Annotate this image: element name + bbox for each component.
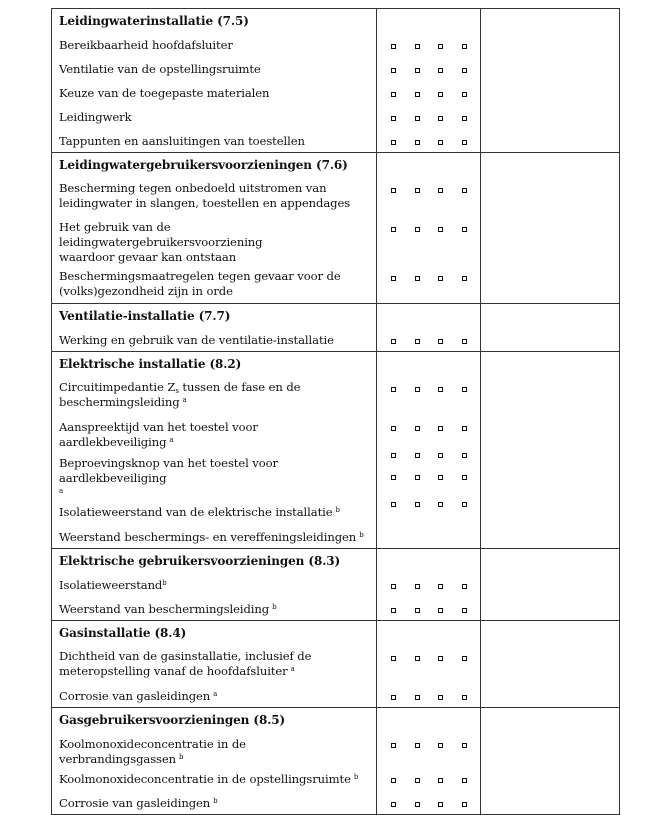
checkbox[interactable] bbox=[415, 140, 420, 145]
checkbox[interactable] bbox=[462, 453, 467, 458]
checklist-row bbox=[52, 129, 620, 153]
checkbox[interactable] bbox=[462, 92, 467, 97]
checkbox[interactable] bbox=[415, 426, 420, 431]
checkbox[interactable] bbox=[438, 802, 443, 807]
checklist-row bbox=[52, 105, 620, 129]
item-label: Bereikbaarheid hoofdafsluiter bbox=[52, 33, 377, 57]
checkbox[interactable] bbox=[438, 276, 443, 281]
checkbox[interactable] bbox=[415, 92, 420, 97]
section-title: Elektrische gebruikersvoorzieningen (8.3) bbox=[52, 549, 377, 573]
item-label: Circuitimpedantie $Z_s$ tussen de fase en de beschermingsleiding $^a$ bbox=[52, 376, 377, 415]
section-title: Leidingwaterinstallatie (7.5) bbox=[52, 9, 377, 33]
checkbox[interactable] bbox=[391, 227, 396, 232]
checklist-row bbox=[52, 525, 620, 549]
checkbox[interactable] bbox=[391, 92, 396, 97]
checkbox[interactable] bbox=[415, 656, 420, 661]
checkbox-group bbox=[391, 502, 467, 507]
checkbox-group bbox=[391, 453, 467, 458]
section-title: Gasgebruikersvoorzieningen (8.5) bbox=[52, 708, 377, 732]
checkbox-group bbox=[391, 743, 467, 748]
checkbox[interactable] bbox=[438, 475, 443, 480]
checkbox[interactable] bbox=[438, 227, 443, 232]
checkbox[interactable] bbox=[391, 743, 396, 748]
checkbox[interactable] bbox=[415, 502, 420, 507]
item-label: Leidingwerk bbox=[52, 105, 377, 129]
item-label: Beschermingsmaatregelen tegen gevaar voor de (volks)gezondheid zijn in orde bbox=[52, 265, 377, 304]
checklist-row bbox=[52, 216, 620, 265]
checklist-row bbox=[52, 597, 620, 621]
checkbox[interactable] bbox=[415, 453, 420, 458]
checkbox[interactable] bbox=[391, 44, 396, 49]
checklist-row bbox=[52, 415, 620, 450]
checklist-row bbox=[52, 767, 620, 791]
checkbox-group bbox=[391, 68, 467, 73]
checkbox[interactable] bbox=[415, 188, 420, 193]
checkbox[interactable] bbox=[438, 140, 443, 145]
checkbox[interactable] bbox=[462, 339, 467, 344]
checkbox[interactable] bbox=[438, 695, 443, 700]
checkbox[interactable] bbox=[438, 188, 443, 193]
checkbox-group bbox=[391, 116, 467, 121]
checklist-row bbox=[52, 177, 620, 216]
checkbox[interactable] bbox=[438, 743, 443, 748]
item-label: Isolatieweerstand van de elektrische installatie $^b$ bbox=[52, 501, 377, 525]
checkbox[interactable] bbox=[415, 68, 420, 73]
checkbox[interactable] bbox=[462, 656, 467, 661]
checkbox[interactable] bbox=[391, 475, 396, 480]
checkbox[interactable] bbox=[438, 584, 443, 589]
checkbox[interactable] bbox=[438, 778, 443, 783]
checklist-row bbox=[52, 732, 620, 767]
checkbox[interactable] bbox=[415, 743, 420, 748]
checkbox[interactable] bbox=[415, 276, 420, 281]
checkbox[interactable] bbox=[438, 453, 443, 458]
checkbox[interactable] bbox=[391, 426, 396, 431]
checkbox[interactable] bbox=[438, 608, 443, 613]
checkbox[interactable] bbox=[462, 584, 467, 589]
checkbox[interactable] bbox=[438, 68, 443, 73]
item-label: Bescherming tegen onbedoeld uitstromen van leidingwater in slangen, toestellen en appendages bbox=[52, 177, 377, 216]
checkbox[interactable] bbox=[438, 92, 443, 97]
checkbox[interactable] bbox=[462, 387, 467, 392]
section-title: Leidingwatergebruikersvoorzieningen (7.6) bbox=[52, 153, 377, 177]
checkbox[interactable] bbox=[415, 44, 420, 49]
checklist-row bbox=[52, 81, 620, 105]
checkbox[interactable] bbox=[415, 475, 420, 480]
item-label: Dichtheid van de gasinstallatie, inclusief de meteropstelling vanaf de hoofdafsluiter $^a$ bbox=[52, 645, 377, 684]
item-label: Koolmonoxideconcentratie in de verbrandingsgassen $^b$ bbox=[52, 732, 377, 767]
checkbox[interactable] bbox=[415, 608, 420, 613]
checklist-row bbox=[52, 328, 620, 352]
checkbox[interactable] bbox=[438, 116, 443, 121]
checkbox-group bbox=[391, 802, 467, 807]
checkbox-group bbox=[391, 475, 467, 480]
section-header bbox=[52, 621, 620, 645]
checkbox-group bbox=[391, 584, 467, 589]
checkbox[interactable] bbox=[415, 584, 420, 589]
checkbox-group bbox=[391, 426, 467, 431]
checkbox[interactable] bbox=[462, 502, 467, 507]
item-label: Werking en gebruik van de ventilatie-installatie bbox=[52, 328, 377, 352]
section-header bbox=[52, 352, 620, 376]
checkbox[interactable] bbox=[462, 778, 467, 783]
checkbox[interactable] bbox=[462, 188, 467, 193]
checkbox[interactable] bbox=[391, 778, 396, 783]
checkbox[interactable] bbox=[438, 339, 443, 344]
inspection-checklist-table bbox=[51, 8, 620, 815]
section-title: Elektrische installatie (8.2) bbox=[52, 352, 377, 376]
checkbox[interactable] bbox=[391, 68, 396, 73]
item-label: Weerstand beschermings- en vereffeningsleidingen $^b$ bbox=[52, 525, 377, 549]
checkbox[interactable] bbox=[391, 502, 396, 507]
checkbox[interactable] bbox=[462, 140, 467, 145]
item-label: Tappunten en aansluitingen van toestellen bbox=[52, 129, 377, 153]
checkbox[interactable] bbox=[462, 695, 467, 700]
checkbox[interactable] bbox=[462, 44, 467, 49]
section-header bbox=[52, 153, 620, 177]
checkbox[interactable] bbox=[462, 116, 467, 121]
checkbox[interactable] bbox=[438, 426, 443, 431]
checkbox[interactable] bbox=[415, 227, 420, 232]
checklist-row bbox=[52, 645, 620, 684]
checkbox[interactable] bbox=[391, 387, 396, 392]
checkbox-group bbox=[391, 276, 467, 281]
checklist-row bbox=[52, 57, 620, 81]
checkbox[interactable] bbox=[462, 743, 467, 748]
checkbox[interactable] bbox=[391, 276, 396, 281]
checkbox[interactable] bbox=[391, 339, 396, 344]
item-label: Corrosie van gasleidingen $^b$ bbox=[52, 791, 377, 815]
checkbox[interactable] bbox=[391, 695, 396, 700]
section-header bbox=[52, 9, 620, 33]
item-label: Isolatieweerstand$^b$ bbox=[52, 573, 377, 597]
checkbox[interactable] bbox=[415, 778, 420, 783]
checkbox[interactable] bbox=[391, 188, 396, 193]
checklist-row bbox=[52, 684, 620, 708]
checkbox[interactable] bbox=[462, 68, 467, 73]
checkbox[interactable] bbox=[462, 276, 467, 281]
checkbox-group bbox=[391, 695, 467, 700]
section-header bbox=[52, 304, 620, 328]
section-title: Ventilatie-installatie (7.7) bbox=[52, 304, 377, 328]
checkbox[interactable] bbox=[462, 608, 467, 613]
checklist-row bbox=[52, 265, 620, 304]
checkbox-group bbox=[391, 387, 467, 392]
item-label: Beproevingsknop van het toestel voor aardlekbeveiliging $^a$ bbox=[52, 450, 377, 501]
checkbox-group bbox=[391, 656, 467, 661]
checkbox[interactable] bbox=[462, 426, 467, 431]
checkbox[interactable] bbox=[462, 227, 467, 232]
section-header bbox=[52, 549, 620, 573]
checklist-row bbox=[52, 33, 620, 57]
checkbox[interactable] bbox=[391, 140, 396, 145]
checklist-row bbox=[52, 450, 620, 501]
checkbox-group bbox=[391, 140, 467, 145]
item-label: Aanspreektijd van het toestel voor aardlekbeveiliging $^a$ bbox=[52, 415, 377, 450]
checkbox[interactable] bbox=[391, 656, 396, 661]
checkbox[interactable] bbox=[438, 502, 443, 507]
checkbox[interactable] bbox=[415, 695, 420, 700]
checkbox[interactable] bbox=[438, 387, 443, 392]
checkbox[interactable] bbox=[391, 608, 396, 613]
checklist-row bbox=[52, 791, 620, 815]
checkbox[interactable] bbox=[415, 339, 420, 344]
checkbox[interactable] bbox=[415, 802, 420, 807]
checkbox[interactable] bbox=[438, 656, 443, 661]
item-label: Het gebruik van de leidingwatergebruikersvoorziening waardoor gevaar kan ontstaan bbox=[52, 216, 377, 265]
section-title: Gasinstallatie (8.4) bbox=[52, 621, 377, 645]
checkbox[interactable] bbox=[415, 116, 420, 121]
checkbox-group bbox=[391, 44, 467, 49]
checkbox[interactable] bbox=[415, 387, 420, 392]
checkbox[interactable] bbox=[462, 802, 467, 807]
checklist-row bbox=[52, 573, 620, 597]
checkbox-group bbox=[391, 608, 467, 613]
section-header bbox=[52, 708, 620, 732]
checkbox-group bbox=[391, 339, 467, 344]
checkbox-group bbox=[391, 778, 467, 783]
checkbox[interactable] bbox=[391, 116, 396, 121]
checklist-row bbox=[52, 376, 620, 415]
item-label: Weerstand van beschermingsleiding $^b$ bbox=[52, 597, 377, 621]
checkbox[interactable] bbox=[391, 453, 396, 458]
checkbox[interactable] bbox=[391, 802, 396, 807]
item-label: Koolmonoxideconcentratie in de opstellingsruimte $^b$ bbox=[52, 767, 377, 791]
item-label: Corrosie van gasleidingen $^a$ bbox=[52, 684, 377, 708]
checkbox[interactable] bbox=[438, 44, 443, 49]
checkbox[interactable] bbox=[462, 475, 467, 480]
checkbox-group bbox=[391, 188, 467, 193]
checkbox-group bbox=[391, 227, 467, 232]
checkbox-group bbox=[391, 92, 467, 97]
checklist-row bbox=[52, 501, 620, 525]
checkbox[interactable] bbox=[391, 584, 396, 589]
item-label: Keuze van de toegepaste materialen bbox=[52, 81, 377, 105]
item-label: Ventilatie van de opstellingsruimte bbox=[52, 57, 377, 81]
